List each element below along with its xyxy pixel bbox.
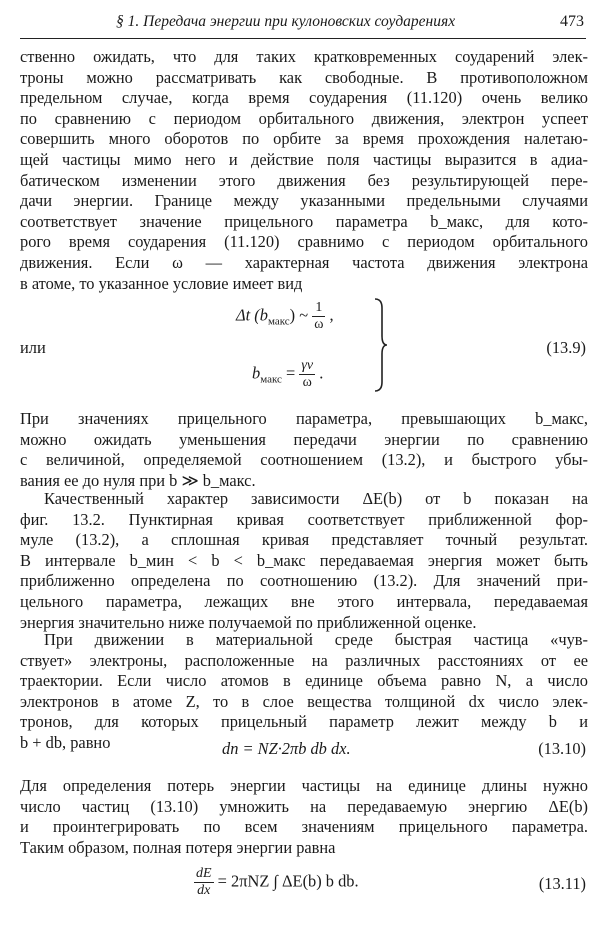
text-line: можно ожидать уменьшения передачи энергии по сравнению [20,429,588,449]
text-line: электронов в атоме Z, то в слое вещества толщиной dx число элек- [20,691,588,711]
text-line: энергия значительно ниже получаемой по приближенной оценке. [20,612,477,632]
text-line: цельного параметра, лежащих вне этого интервала, передаваемая [20,591,588,611]
equation-or: или [20,338,46,357]
text-line: с величиной, определяемой соотношением (13.2), и быстрого убы- [20,450,588,470]
paragraph-4 [20,630,588,754]
equation-number: (13.11) [538,874,586,893]
text-line: тронов, для которых прицельный параметр лежит между b и [20,712,588,732]
text-line: приближенно определена по соотношению (13.2). Для значений при- [20,571,588,591]
equation-13-9-line2: $b_{макс}$ = $\frac{\gamma v}{\omega}$ . [252,358,324,390]
text-line: рого время соударения (11.120) сравнимо с периодом орбитального [20,232,588,252]
text-line: движения. Если ω — характерная частота движения электрона [20,252,588,272]
text-line: При значениях прицельного параметра, превышающих b_макс, [20,409,588,428]
text-line: муле (13.2), а сплошная кривая представляет точный результат. [20,530,588,550]
text-line: Качественный характер зависимости ΔE(b) от b показан на [44,489,588,508]
paragraph-3 [20,489,588,633]
paragraph-5 [20,776,588,858]
text-line: В интервале b_мин < b < b_макс передаваемая энергия может быть [20,550,588,570]
equation-number: (13.10) [538,739,586,758]
text-line: Таким образом, полная потеря энергии равна [20,837,336,857]
running-header [20,0,586,39]
paragraph-1 [20,47,588,294]
text-line: по сравнению с периодом орбитального движения, электрон успеет [20,108,588,128]
paragraph-2 [20,409,588,491]
text-line: в атоме, то указанное условие имеет вид [20,273,303,293]
equation-13-10: dn = NZ·2πb db dx. [222,739,351,758]
right-brace [374,298,388,392]
text-line: Для определения потерь энергии частицы на единице длины нужно [20,776,588,795]
text-line: ственно ожидать, что для таких кратковременных соударений элек- [20,47,588,66]
text-line: траектории. Если число атомов в единице объема равно N, а число [20,671,588,691]
text-line: дачи энергии. Границе между указанными предельными случаями [20,191,588,211]
text-line: число частиц (13.10) умножить на передаваемую энергию ΔE(b) [20,796,588,816]
equation-number: (13.9) [546,338,586,357]
text-line: совершить много оборотов по орбите за время прохождения налетаю- [20,129,588,149]
text-line: ствует» электроны, расположенные на различных расстояниях от ее [20,650,588,670]
header-title: § 1. Передача энергии при кулоновских соударениях [116,13,456,30]
equation-13-11: $\frac{dE}{dx}$ = 2πNZ ∫ ΔE(b) b db. [196,866,359,898]
text-line: щей частицы мимо него и действие поля частицы выразится в адиа- [20,149,588,169]
page-number: 473 [560,13,584,30]
text-line: батическом изменении этого движения без результирующей пере- [20,170,588,190]
text-line: b + db, равно [20,732,111,752]
text-line: предельном случае, когда время соударения (11.120) очень велико [20,88,588,108]
text-line: При движении в материальной среде быстрая частица «чув- [44,630,588,649]
equation-13-9-line1: Δt $(b_{макс})$ ~ $\frac{1}{\omega}$ , [236,300,334,332]
text-line: троны можно рассматривать как свободные. В противоположном [20,67,588,87]
text-line: фиг. 13.2. Пунктирная кривая соответствует приближенной фор- [20,509,588,529]
text-line: соответствует значение прицельного параметра b_макс, для кото- [20,211,588,231]
text-line: вания ее до нуля при b ≫ b_макс. [20,470,256,490]
text-line: и проинтегрировать по всем значениям прицельного параметра. [20,817,588,837]
